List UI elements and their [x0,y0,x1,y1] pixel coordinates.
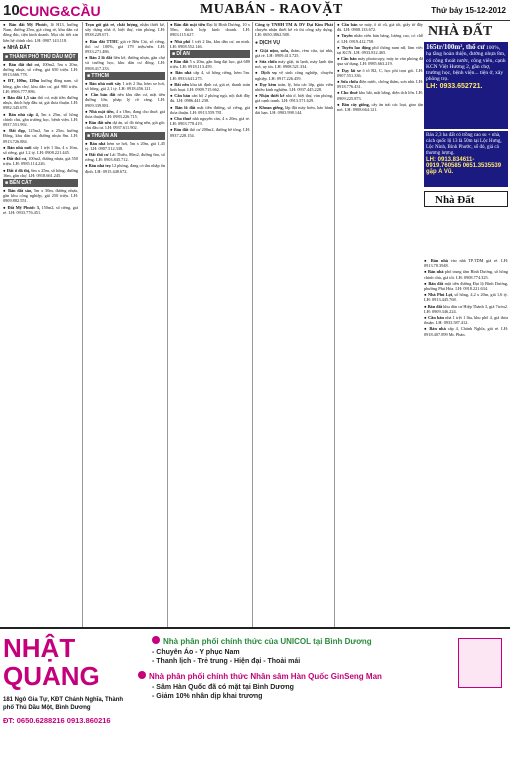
unicol-headline [152,636,508,646]
ad-lead: Công ty TNHH TM & DV Đại Kim Phát [255,22,333,27]
ad-lead: ● Sửa chữa [255,59,277,65]
ad-lead: ● Đất nền [170,81,189,87]
ad-text: nhận thiết kế, xây dựng nhà ở, biệt thự, văn phòng. LH: 0938.229.671. [85,22,165,38]
featured-headline: 165tr/100m², thổ cư [426,43,485,51]
classified-ad [85,152,165,162]
ad-lead: ● Bán nhà mới [3,144,32,150]
ad-lead: ● Bán đất thổ cư, [3,61,41,67]
column-4 [252,22,333,627]
ad-text: phổ thông nam nữ, làm việc tại KCN. LH: 0933.812.465. [337,44,423,56]
ad-text: thổ cư, mặt tiền đường nhựa, thích hợp đầu tư, giá thỏa thuận. LH: 0982.345.678. [3,95,78,111]
nhat-quang-ad [3,634,133,770]
ad-text: 100m2, 5m x 20m, đường nhựa, sổ riêng, giá 650 triệu. LH: 0913.666.778. [3,61,78,78]
box-title: NHÀ ĐẤT [428,24,493,39]
category-heading: ● DỊCH VỤ [255,39,280,46]
classified-ad [3,95,78,111]
category-heading: ● NHÀ ĐẤT [3,44,30,51]
ad-lead: ● Tuyển [337,33,353,39]
ad-lead: ● Đất đẹp, [3,128,26,134]
ad-lead: ● Cho thuê [337,90,358,96]
ad-text: nhà 1 trệt 1 lầu, khu phố 4, giá thỏa thuận. LH: 0933.587.412. [424,315,508,326]
ad-lead: ● Nhà phố [170,38,191,44]
ad-text: thảm, rèm cửa, tại nhà, giá rẻ. LH: 0909.413.725. [255,47,333,58]
classified-ad [85,109,165,119]
classified-ad [424,326,508,336]
ad-lead: ● Bán nhà [424,326,446,332]
ad-lead: ● Cần bán [337,22,358,27]
ad-lead: ● Sửa chữa [337,79,358,85]
ad-lead: ● Dịch vụ [255,70,277,76]
column-2 [82,22,165,627]
classified-ad [3,112,78,128]
classified-ad [255,22,333,38]
classified-ad [3,128,78,144]
classified-ad [85,141,165,151]
ad-text: hẻm xe hơi, 5m x 20m, giá 1,45 tỷ. LH: 0907.512.338. [85,140,165,151]
ad-lead: ● Nhà Phú Lợi, [424,292,454,298]
classified-ad [170,22,250,38]
column-5 [334,22,423,627]
classified-ad [85,39,165,55]
ad-lead: ● Bán 2 lô đất [85,55,113,61]
ad-lead: ● Bán nhà cấp 4, [3,111,39,117]
featured-ad [424,42,508,129]
classified-ad [337,79,423,89]
ad-lead: ● Tuyển lao động [337,44,371,50]
company-address: 181 Ngô Gia Tự, KĐT Chánh Nghĩa, Thành phố Thủ Dầu Một, Bình Dương [3,697,124,711]
ad-lead: ● Khoan giếng, [255,104,284,110]
ad-text: khu dân cư Hiệp Thành 3, giá 7tr/m2. LH: 0909.346.224. [424,303,508,314]
classified-ad [170,59,250,69]
classified-ad [170,127,250,137]
ad-text: căn hộ 2 phòng ngủ, nội thất đầy đủ. LH: 0986.441.238. [170,93,250,104]
ad-text: ô tô B2, C, học phí trọn gói. LH: 0907.551.336. [337,67,423,78]
ad-text: nền khu dân cư, mặt tiền đường lớn, pháp lý rõ ràng. LH: 0909.339.881. [85,92,165,108]
ad-lead: ● Nhà mặt tiền, [85,108,115,114]
classified-ad [170,82,250,92]
ad-lead: ● Bán đất mặt tiền [170,22,206,27]
ginseng-text: Nhà phân phối chính thức Nhân sâm Hàn Quốc GinSeng Man [149,672,382,681]
ad-lead: ● Đất thổ cư, [3,156,28,162]
classified-ad [3,156,78,166]
ad-lead: ● Cần bán [337,56,357,62]
ad-text: 1 trệt 2 lầu, hẻm xe hơi, sổ hồng, giá 2,1 tỷ. LH: 0918.456.121. [85,80,165,92]
ad-text: xe máy, ô tô cũ, giá tốt, giấy tờ đầy đủ. LH: 0908.133.672. [337,22,423,33]
classified-ad [170,70,250,80]
classified-ad [337,56,423,66]
ad-lead: ● Dạy lái xe [337,67,361,73]
classified-ad [424,269,508,279]
classified-ad [424,292,508,302]
ad-text: máy photocopy, máy in văn phòng đã qua sử dụng. LH: 0985.663.219. [337,56,423,67]
classified-ad [337,68,423,78]
ad-text: vào nhà TP.TDM giá rẻ. LH: 0913.78.3948. [424,258,508,269]
ad-text: cây ăn trái các loại, giao tận nơi. LH: 0908.664.121. [337,101,423,113]
ad-text: mặt tiền đường Đại lộ Bình Dương, phường Phú Hòa. LH: 0918.221.634. [424,280,508,292]
classified-ad [3,145,78,155]
ad-text: toán, lý, hóa các lớp, giáo viên nhiều kinh nghiệm. LH: 0937.445.228. [255,81,333,93]
ad-text: nhà ở, biệt thự, văn phòng, giá cạnh tranh. LH: 0913.571.629. [255,93,333,104]
ad-text: 1 trệt 2 lầu, khu dân cư, an ninh. LH: 0908.552.146. [170,38,250,49]
distributor-ad [138,636,508,768]
classified-ad [255,59,333,69]
ad-lead: ● Đất ở đô thị, [3,167,31,173]
ad-text: vệ sinh công nghiệp, chuyên nghiệp. LH: 0917.226.459. [255,70,333,81]
featured-phone: LH: 0933.652721. [426,82,483,90]
classified-ad [255,70,333,80]
ad-text: 5m x 25m, sổ hồng chính chủ, gần trường học, bệnh viện. LH: 0937.551.992. [3,111,78,128]
ad-lead: ● Cần bán [424,315,444,321]
ad-text: giá rẻ Bến Cát, sổ riêng, thổ cư 100%, giá 179 triệu/nền. LH: 0933.271.486. [85,38,165,55]
classified-ad [255,93,333,103]
classified-ad [170,105,250,115]
ad-text: 5 x 20m, gần làng đại học, giá 680 triệu. LH: 0918.113.459. [170,59,250,70]
ad-lead: ● Đất thổ cư [85,152,109,158]
ad-text: sổ hồng, 4,2 x 20m, giá 1,6 tỷ. LH: 0913.445.768. [424,292,508,303]
ad-lead: ● Bán đất [424,303,443,309]
ad-text: 12 phòng, đang có thu nhập ổn định. LH: 0915.448.672. [85,163,165,174]
ad-lead: Trọn gói giá rẻ, chất lượng, [85,22,139,27]
column-3 [167,22,250,627]
classified-ad [255,48,333,58]
column-1 [3,22,78,627]
ad-text: 100m2, đường nhựa, giá 550 triệu. LH: 0985.114.226. [3,156,78,167]
land-ad-phone: LH: 0913.834611-0919.760585 0651.3535539 gặp A Vũ. [426,157,502,175]
district-heading: ■ DĨ AN [170,50,250,58]
classified-ad [3,22,78,43]
ad-text: 4 x 18m, đang cho thuê, giá thỏa thuận. LH: 0983.226.715. [85,108,165,120]
ad-lead: ● ĐT, 100m, 120m [3,78,40,84]
ad-lead: ● Bán cây giống, [337,101,370,107]
ad-text: chuyên nhận thiết kế và thi công xây dựng. LH: 0650.3862.588. [255,27,333,38]
ad-lead: ● Bán đất 1,5 sào [3,95,37,101]
classified-ad [85,55,165,71]
ad-text: phố trung tâm Bình Dương, sổ hồng chính chủ, giá tốt. LH: 0908.774.325. [424,269,508,280]
classified-ad [337,102,423,112]
column-6 [424,258,508,626]
ad-lead: ● Bán đất Mỹ Phước, [3,22,49,27]
unicol-text: Nhà phân phối chính thức của UNICOL tại Bình Dương [163,637,372,646]
classified-ad [3,62,78,78]
classified-ad [255,105,333,115]
ad-lead: ● Bán nhà [424,258,448,263]
classified-ad [255,82,333,92]
ad-text: mặt tiền đường, sổ riêng, giá thỏa thuận. LH: 0913.559.781. [170,104,250,115]
ad-lead: ● Bán đất [424,280,444,286]
classified-ad [3,205,78,215]
ad-text: dự án, sổ đỏ từng nền, giá gốc chủ đầu tư. LH: 0937.611.902. [85,120,165,131]
bullet-icon [152,636,160,644]
ad-lead: ● Bán đất sào, [3,188,33,194]
classified-ad [424,315,508,325]
classified-ad [85,120,165,130]
classified-ad [337,33,423,43]
ad-lead: ● Bán lô đất [170,104,196,110]
ad-text: hướng đông nam, sổ hồng, gần chợ, khu dân cư, giá 980 triệu. LH: 0906.777.886. [3,78,78,94]
ginseng-illustration [458,638,502,688]
classified-ad [337,45,423,55]
district-heading: ■ THÀNH PHỐ THỦ DẦU MỘT [3,53,78,61]
ad-lead: ● Giặt nệm, sofa, [255,47,290,53]
ad-lead: ● Cho thuê [170,116,192,122]
ad-lead: ● Đất Mỹ Phước 3, [3,204,40,210]
ad-text: liền kề, đường nhựa, gần chợ và trường học, khu dân cư đông. LH: 0908.417.233. [85,55,165,71]
ad-text: máy giặt, tủ lạnh, máy lạnh tận nơi, uy tín. LH: 0908.521.334. [255,59,333,70]
ad-lead: ● Bán đất [170,127,189,133]
ad-text: xây 1 trệt 1 lầu, 4 x 16m, sổ riêng, giá 1,2 tỷ. LH: 0908.221.445. [3,144,78,156]
ad-text: điện nước, chống thấm, sơn nhà. LH: 0918.776.431. [337,79,423,90]
classified-ad [85,163,165,173]
district-heading: ■ TTHCM [85,72,165,80]
ad-text: Đại lộ Bình Dương, 10 x 50m, thích hợp kinh doanh. LH: 0903.115.627. [170,22,250,38]
box-subtitle: Nhà Đất [424,191,508,207]
ad-lead: ● Cần bán [170,93,191,99]
company-name: NHẬT QUANG [3,633,100,691]
district-heading: ■ BẾN CÁT [3,179,78,187]
ad-lead: ● Dạy kèm [255,81,277,87]
page-header [0,0,510,21]
bullet-icon [138,671,146,679]
classified-ad [170,93,250,103]
classified-ad [337,90,423,100]
company-phone: ĐT: 0650.6288216 0913.860216 [3,716,111,725]
land-ad [424,131,508,187]
district-heading: ■ THUẬN AN [85,132,165,140]
classified-ad [85,22,165,38]
classified-ad [170,116,250,126]
ad-text: 5m x 30m, đường nhựa, gần khu công nghiệp, giá 250 triệu. LH: 0909.882.551. [3,188,78,204]
ad-lead: ● Bán đất [170,59,189,65]
ad-lead: ● Bán nhà [424,269,444,275]
ad-text: lô H13, hướng Nam, đường 25m, giá công rẻ, khu dân cư đông đúc, tiện kinh doanh. Mọi chi tiết xin liên hệ chính chủ. LH: 0907.143.118. [3,22,78,43]
classified-ad [424,281,508,291]
ad-lead: ● Bán nhà [85,140,106,146]
ad-lead: ● Bán đất TTHC [85,38,119,44]
ad-text: 6m x 25m, sổ hồng, đường 16m, gần chợ. LH: 0918.661.245. [3,167,78,178]
classified-ad [3,78,78,94]
issue-date: Thứ bảy 15-12-2012 [431,6,506,15]
ad-lead: ● Cần bán đất [85,92,116,98]
ginseng-headline [138,671,508,681]
ad-text: 150m2, sổ riêng, giá rẻ. LH: 0933.776.451. [3,204,78,215]
ad-lead: ● Bán đất nền [85,120,112,126]
classified-ad [3,168,78,178]
ad-lead: ● Bán nhà [170,70,192,76]
ad-text: cấp 4, sổ hồng riêng, hẻm 5m. LH: 0933.641.275. [170,70,250,81]
classified-ad [3,188,78,204]
ad-text: cấp 4, Chánh Nghĩa, giá rẻ. LH: 0918.407.899 Mr. Phán. [424,326,508,337]
classified-ad [85,92,165,108]
ad-lead: ● Nhận thiết kế [255,93,285,99]
ad-text: lắp đặt máy bơm, bảo hành dài hạn. LH: 0903.998.144. [255,104,333,115]
classified-ad [85,81,165,91]
unicol-items: - Chuyên Áo - Y phục Nam - Thanh lịch - Trẻ trung - Hiện đại - Thoải mái [152,649,301,665]
classified-ad [337,22,423,32]
ad-text: 125m2, 5m x 25m, hướng Đông, khu dân cư, đường nhựa 8m. LH: 0913.726.884. [3,128,78,144]
featured-body: 100%, hạ tầng hoàn thiện, đường nhựa 8m, có công thoát nước, công viên, cạnh KCN Việt Hương 2, gần chợ, trường học, bệnh viện... tiện ở, xây phòng trọ. [426,45,506,83]
page-number: 10 [3,2,20,19]
ad-text: thổ cư 200m2, đường bê tông. LH: 0937.228.154. [170,127,250,138]
ad-lead: ● Bán nhà trọ [85,163,111,169]
ad-text: nhà nguyên căn, 4 x 20m, giá rẻ. LH: 0903.778.419. [170,116,250,127]
classified-ad [424,304,508,314]
real-estate-box [424,22,508,254]
section-title: MUABÁN - RAOVẶT [200,2,343,17]
footer-divider [0,627,510,629]
brand-logo-text: CUNG&CẦU [19,3,101,19]
classified-ad [424,258,508,268]
ad-text: kho bãi, mặt bằng, diện tích lớn. LH: 0909.225.873. [337,90,423,101]
land-ad-body: Bán 2,3 ha đất có trồng cao su + nhà, cách quốc lộ 13 là 50m tại Lộc Hưng, Lộc Ninh, Bình Phước, sổ đỏ, giá cả thương lượng. [426,133,502,156]
classified-ad [170,39,250,49]
ginseng-items: - Sâm Hàn Quốc đã có mặt tại Bình Dương - Giảm 10% nhân dịp khai trương [152,684,294,700]
ad-text: khu tái định cư, giá rẻ, thanh toán linh hoạt. LH: 0909.715.662. [170,81,250,93]
ad-text: nhân viên bán hàng, lương cao, có chỗ ở. LH: 0919.412.758. [337,33,423,44]
ad-text: Lái Thiêu, 80m2, đường 6m, sổ riêng. LH: 0903.845.712. [85,152,165,163]
ad-lead: ● Bán nhà mới xây [85,80,122,86]
